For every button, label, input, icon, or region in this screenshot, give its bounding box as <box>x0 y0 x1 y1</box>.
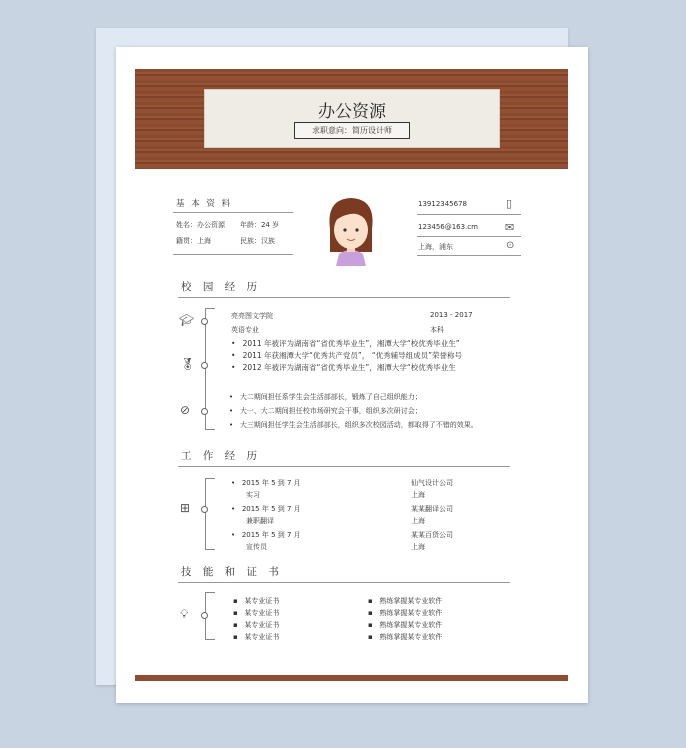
divider <box>417 236 521 237</box>
software-item: ▪ 熟练掌握某专业软件 <box>368 633 443 641</box>
job-date: • 2015 年 5 到 7 月 <box>231 531 301 539</box>
work-heading: 工 作 经 历 <box>181 450 262 462</box>
resume-name: 办公资源 <box>318 102 386 122</box>
activity-item: • 大三期间担任学生会生活部部长，组织多次校园活动，都取得了不错的效果。 <box>229 421 478 429</box>
footer-bar <box>135 675 568 681</box>
software-item: ▪ 熟练掌握某专业软件 <box>368 609 443 617</box>
avatar <box>322 194 380 266</box>
honor-text: 2011 年获湘潭大学“优秀共产党员”， “优秀辅导组成员”荣誉称号 <box>242 351 462 360</box>
job-date-text: 2015 年 5 到 7 月 <box>241 505 301 513</box>
job-role: 兼职翻译 <box>246 517 274 525</box>
job-date-text: 2015 年 5 到 7 月 <box>241 531 301 539</box>
cert-item: ▪ 某专业证书 <box>233 621 280 629</box>
email: 123456@163.cm <box>418 223 478 231</box>
software-text: 熟练掌握某专业软件 <box>379 633 443 641</box>
divider <box>417 255 521 256</box>
address: 上海，浦东 <box>418 243 453 251</box>
honor-item: • 2012 年被评为湖南省“省优秀毕业生”，湘潭大学“校优秀毕业生 <box>231 363 456 372</box>
divider <box>173 212 293 213</box>
honor-text: 2011 年被评为湖南省“省优秀毕业生”，湘潭大学“校优秀毕业生” <box>242 339 460 348</box>
job-company: 某某翻译公司 <box>411 505 453 513</box>
activity-text: 大一、大二期间担任校市场研究会干事，组织多次研讨会； <box>239 407 422 415</box>
job-company: 仙气设计公司 <box>411 479 453 487</box>
skills-heading: 技 能 和 证 书 <box>181 566 283 578</box>
honor-text: 2012 年被评为湖南省“省优秀毕业生”，湘潭大学“校优秀毕业生 <box>242 363 456 372</box>
software-item: ▪ 熟练掌握某专业软件 <box>368 621 443 629</box>
activity-text: 大三期间担任学生会生活部部长，组织多次校园活动，都取得了不错的效果。 <box>239 421 478 429</box>
timeline-node <box>201 612 208 619</box>
software-text: 熟练掌握某专业软件 <box>379 597 443 605</box>
honor-item: • 2011 年获湘潭大学“优秀共产党员”， “优秀辅导组成员”荣誉称号 <box>231 351 462 360</box>
phone-icon: ▯ <box>506 197 513 210</box>
degree: 本科 <box>430 326 444 334</box>
job-city: 上海 <box>411 517 425 525</box>
timeline-node <box>201 408 208 415</box>
job-role: 宣传员 <box>246 543 267 551</box>
cert-text: 某专业证书 <box>244 597 280 605</box>
award-medal-icon: 🏅︎ <box>180 357 196 371</box>
divider <box>178 466 510 467</box>
school: 亮亮图文学院 <box>231 312 273 320</box>
activity-item: • 大一、大二期间担任校市场研究会干事，组织多次研讨会； <box>229 407 422 415</box>
basic-ethnicity: 民族：汉族 <box>240 237 275 245</box>
activity-text: 大二期间担任系学生会生活部部长，锻炼了自己组织能力； <box>239 393 422 401</box>
school-years: 2013 - 2017 <box>430 311 473 319</box>
divider <box>173 254 293 255</box>
job-date: • 2015 年 5 到 7 月 <box>231 479 301 487</box>
cert-item: ▪ 某专业证书 <box>233 633 280 641</box>
mail-icon: ✉ <box>505 221 515 234</box>
divider <box>178 297 510 298</box>
campus-heading: 校 园 经 历 <box>181 281 262 293</box>
divider <box>178 582 510 583</box>
basic-origin: 籍贯：上海 <box>176 237 211 245</box>
job-objective: 求职意向：简历设计师 <box>294 122 410 139</box>
major: 英语专业 <box>231 326 259 334</box>
timeline-node <box>201 506 208 513</box>
graduation-cap-icon: 🎓︎ <box>179 313 195 327</box>
basic-name: 姓名：办公资源 <box>176 221 225 229</box>
job-date: • 2015 年 5 到 7 月 <box>231 505 301 513</box>
cert-text: 某专业证书 <box>244 609 280 617</box>
briefcase-icon: ⊞ <box>180 501 191 515</box>
software-text: 熟练掌握某专业软件 <box>379 609 443 617</box>
honor-item: • 2011 年被评为湖南省“省优秀毕业生”，湘潭大学“校优秀毕业生” <box>231 339 460 348</box>
phone: 13912345678 <box>418 200 467 208</box>
job-role: 实习 <box>246 491 260 499</box>
activity-item: • 大二期间担任系学生会生活部部长，锻炼了自己组织能力； <box>229 393 422 401</box>
basic-age: 年龄：24 岁 <box>240 221 280 229</box>
location-pin-icon: ⊙ <box>506 240 515 251</box>
cert-text: 某专业证书 <box>244 633 280 641</box>
divider <box>417 214 521 215</box>
timeline-node <box>201 362 208 369</box>
job-city: 上海 <box>411 543 425 551</box>
cert-text: 某专业证书 <box>244 621 280 629</box>
software-text: 熟练掌握某专业软件 <box>379 621 443 629</box>
job-city: 上海 <box>411 491 425 499</box>
software-item: ▪ 熟练掌握某专业软件 <box>368 597 443 605</box>
cert-item: ▪ 某专业证书 <box>233 597 280 605</box>
timeline-node <box>201 318 208 325</box>
timeline-bracket <box>205 478 215 550</box>
cert-item: ▪ 某专业证书 <box>233 609 280 617</box>
basic-heading: 基 本 资 料 <box>176 199 233 209</box>
activity-icon: ⊘ <box>180 403 191 417</box>
job-date-text: 2015 年 5 到 7 月 <box>241 479 301 487</box>
lightbulb-icon: 💡︎ <box>180 607 189 621</box>
job-company: 某某百货公司 <box>411 531 453 539</box>
